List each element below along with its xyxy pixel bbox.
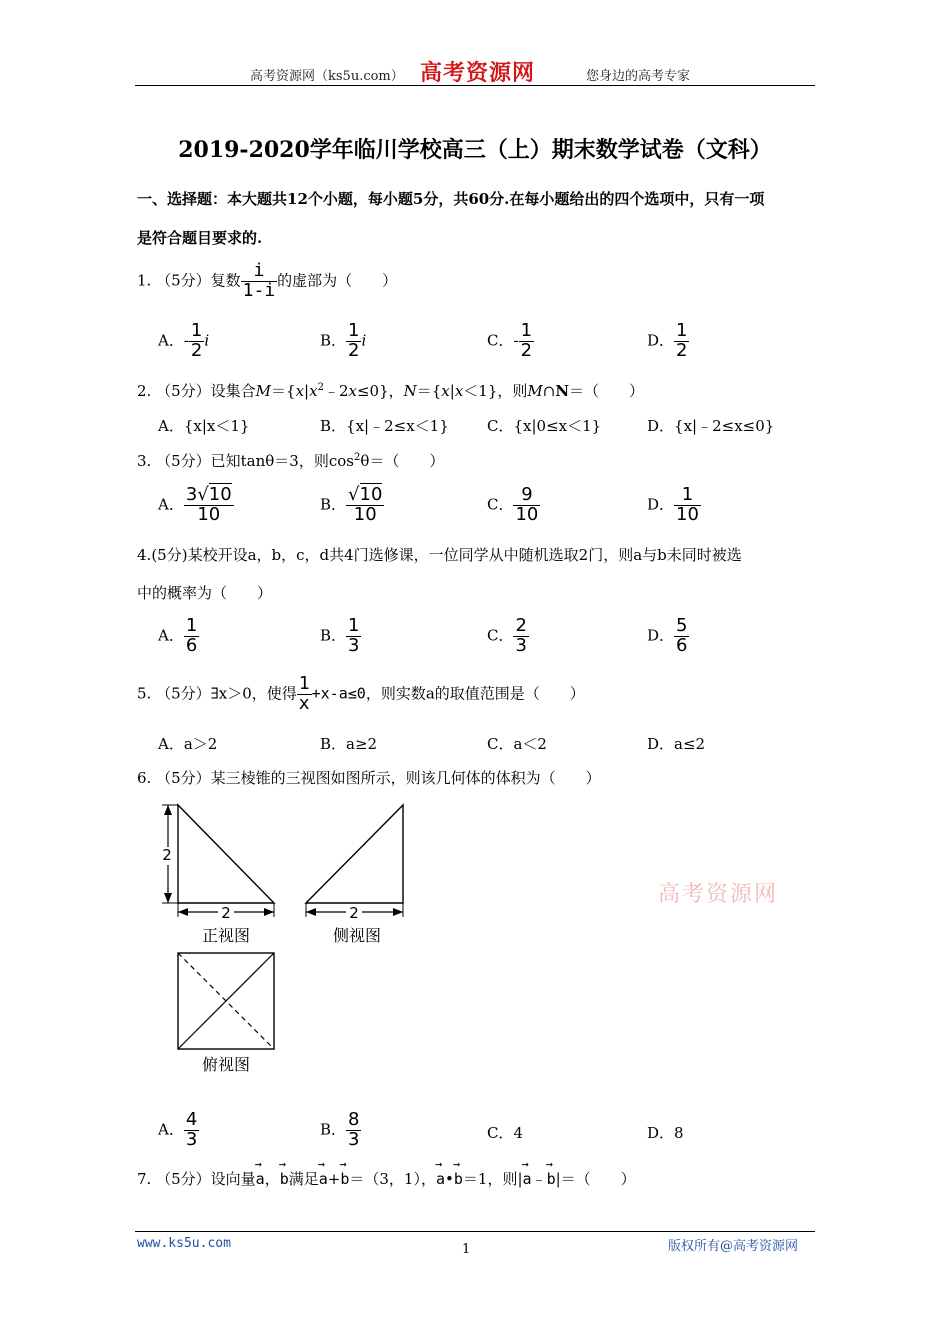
header-logo: 高考资源网 (420, 61, 536, 86)
q1-number: 1. (137, 271, 152, 290)
q5-option-c: C．a＜2 (487, 735, 547, 753)
question-3: 3. （5分）已知tanθ＝3，则$\cos^2\theta=$（ ） (137, 452, 445, 470)
side-view-triangle (306, 805, 403, 903)
question-4-line2: 中的概率为（ ） (137, 584, 273, 602)
page-number: 1 (462, 1242, 471, 1257)
front-view-triangle (178, 805, 274, 903)
arrow-right-icon (264, 908, 274, 916)
front-width-label: 2 (221, 904, 231, 922)
q1-score: （5分） (156, 271, 211, 290)
q5-option-a: A．a＞2 (158, 735, 218, 753)
q2-option-b: B．{x|﹣2≤x＜1} (320, 417, 449, 435)
vector-b: → b (280, 1170, 289, 1188)
question-2: 2. （5分）设集合$M=\{x|x^2﹣2x\le 0\}$，N＝{x|x＜1}，则M∩N＝（ ） (137, 382, 645, 400)
section-heading-line1: 一、选择题：本大题共12个小题，每小题5分，共60分.在每小题给出的四个选项中，只有一项 (137, 190, 765, 208)
header-site: 高考资源网（ks5u.com） (250, 69, 404, 84)
q3-option-a: A． $\frac{3√10}{10}$ (158, 484, 232, 525)
q6-option-c: C．4 (487, 1124, 524, 1142)
q4-option-d: D． $\frac{5}{6}$ (647, 615, 688, 656)
q5-option-b: B．a≥2 (320, 735, 378, 753)
arrow-left-icon (306, 908, 316, 916)
header-rule (135, 85, 815, 86)
q3-option-b: B． $\frac{√10}{10}$ (320, 484, 383, 525)
q1-option-b: B． $\frac{1}{2}$ i (320, 320, 367, 361)
q4-option-b: B． $\frac{1}{3}$ (320, 615, 360, 656)
height-label: 2 (162, 846, 172, 864)
q1-option-d: D． $\frac{1}{2}$ (647, 320, 688, 361)
question-4-line1: 4.(5分)某校开设a，b，c，d共4门选修课，一位同学从中随机选取2门，则a与b未同时被选 (137, 546, 742, 564)
q2-option-a: A．{x|x＜1} (158, 417, 250, 435)
arrow-down-icon (164, 893, 172, 903)
question-5: 5. （5分）∃x＞0，使得 $\frac{1}{x}$ +x-a≤0，则实数a的取值范围是（ ） (137, 673, 585, 714)
q4-option-c: C． $\frac{2}{3}$ (487, 615, 527, 656)
q4-option-a: A． $\frac{1}{6}$ (158, 615, 198, 656)
front-view-label: 正视图 (201, 926, 251, 945)
footer-rule (135, 1231, 815, 1232)
q1-fraction: $\frac{i}{1-i}$ (242, 260, 276, 301)
vector-a: → a (256, 1170, 265, 1188)
arrow-up-icon (164, 805, 172, 815)
arrow-left-icon (178, 908, 188, 916)
q1-option-a: A．- $\frac{1}{2}$ i (158, 320, 210, 361)
q1-text-pre: 复数 (210, 271, 241, 290)
header-slogan: 您身边的高考专家 (586, 69, 691, 84)
q2-option-c: C．{x|0≤x＜1} (487, 417, 602, 435)
q1-option-c: C．- $\frac{1}{2}$ (487, 320, 533, 361)
q3-option-d: D． $\frac{1}{10}$ (647, 484, 699, 525)
q2-option-d: D．{x|﹣2≤x≤0} (647, 417, 775, 435)
sqrt-icon: √ (348, 484, 360, 505)
footer-copyright: 版权所有@高考资源网 (668, 1239, 799, 1254)
side-view-label: 侧视图 (332, 926, 382, 945)
q6-option-d: D．8 (647, 1124, 684, 1142)
side-width-label: 2 (349, 904, 359, 922)
arrow-right-icon (393, 908, 403, 916)
q6-option-b: B． $\frac{8}{3}$ (320, 1109, 360, 1150)
q5-option-d: D．a≤2 (647, 735, 706, 753)
q3-option-c: C． $\frac{9}{10}$ (487, 484, 539, 525)
question-7: 7. （5分）设向量→ a，→ b满足→ a+→ b＝（3，1），→ a•→ b＝1，则|→ a﹣→ b|＝（ ） (137, 1168, 636, 1189)
footer-link[interactable]: www.ks5u.com (137, 1236, 231, 1251)
three-view-figure (150, 795, 420, 1085)
q6-option-a: A． $\frac{4}{3}$ (158, 1109, 198, 1150)
sqrt-icon: √ (197, 484, 209, 505)
question-6: 6. （5分）某三棱锥的三视图如图所示，则该几何体的体积为（ ） (137, 769, 601, 787)
top-view-label: 俯视图 (201, 1055, 251, 1074)
q1-text-post: 的虚部为（ ） (277, 271, 398, 290)
page-title: 2019-2020学年临川学校高三（上）期末数学试卷（文科） (178, 137, 772, 163)
watermark: 高考资源网 (658, 882, 779, 907)
section-heading-line2: 是符合题目要求的. (137, 229, 263, 247)
question-1 (137, 262, 397, 301)
